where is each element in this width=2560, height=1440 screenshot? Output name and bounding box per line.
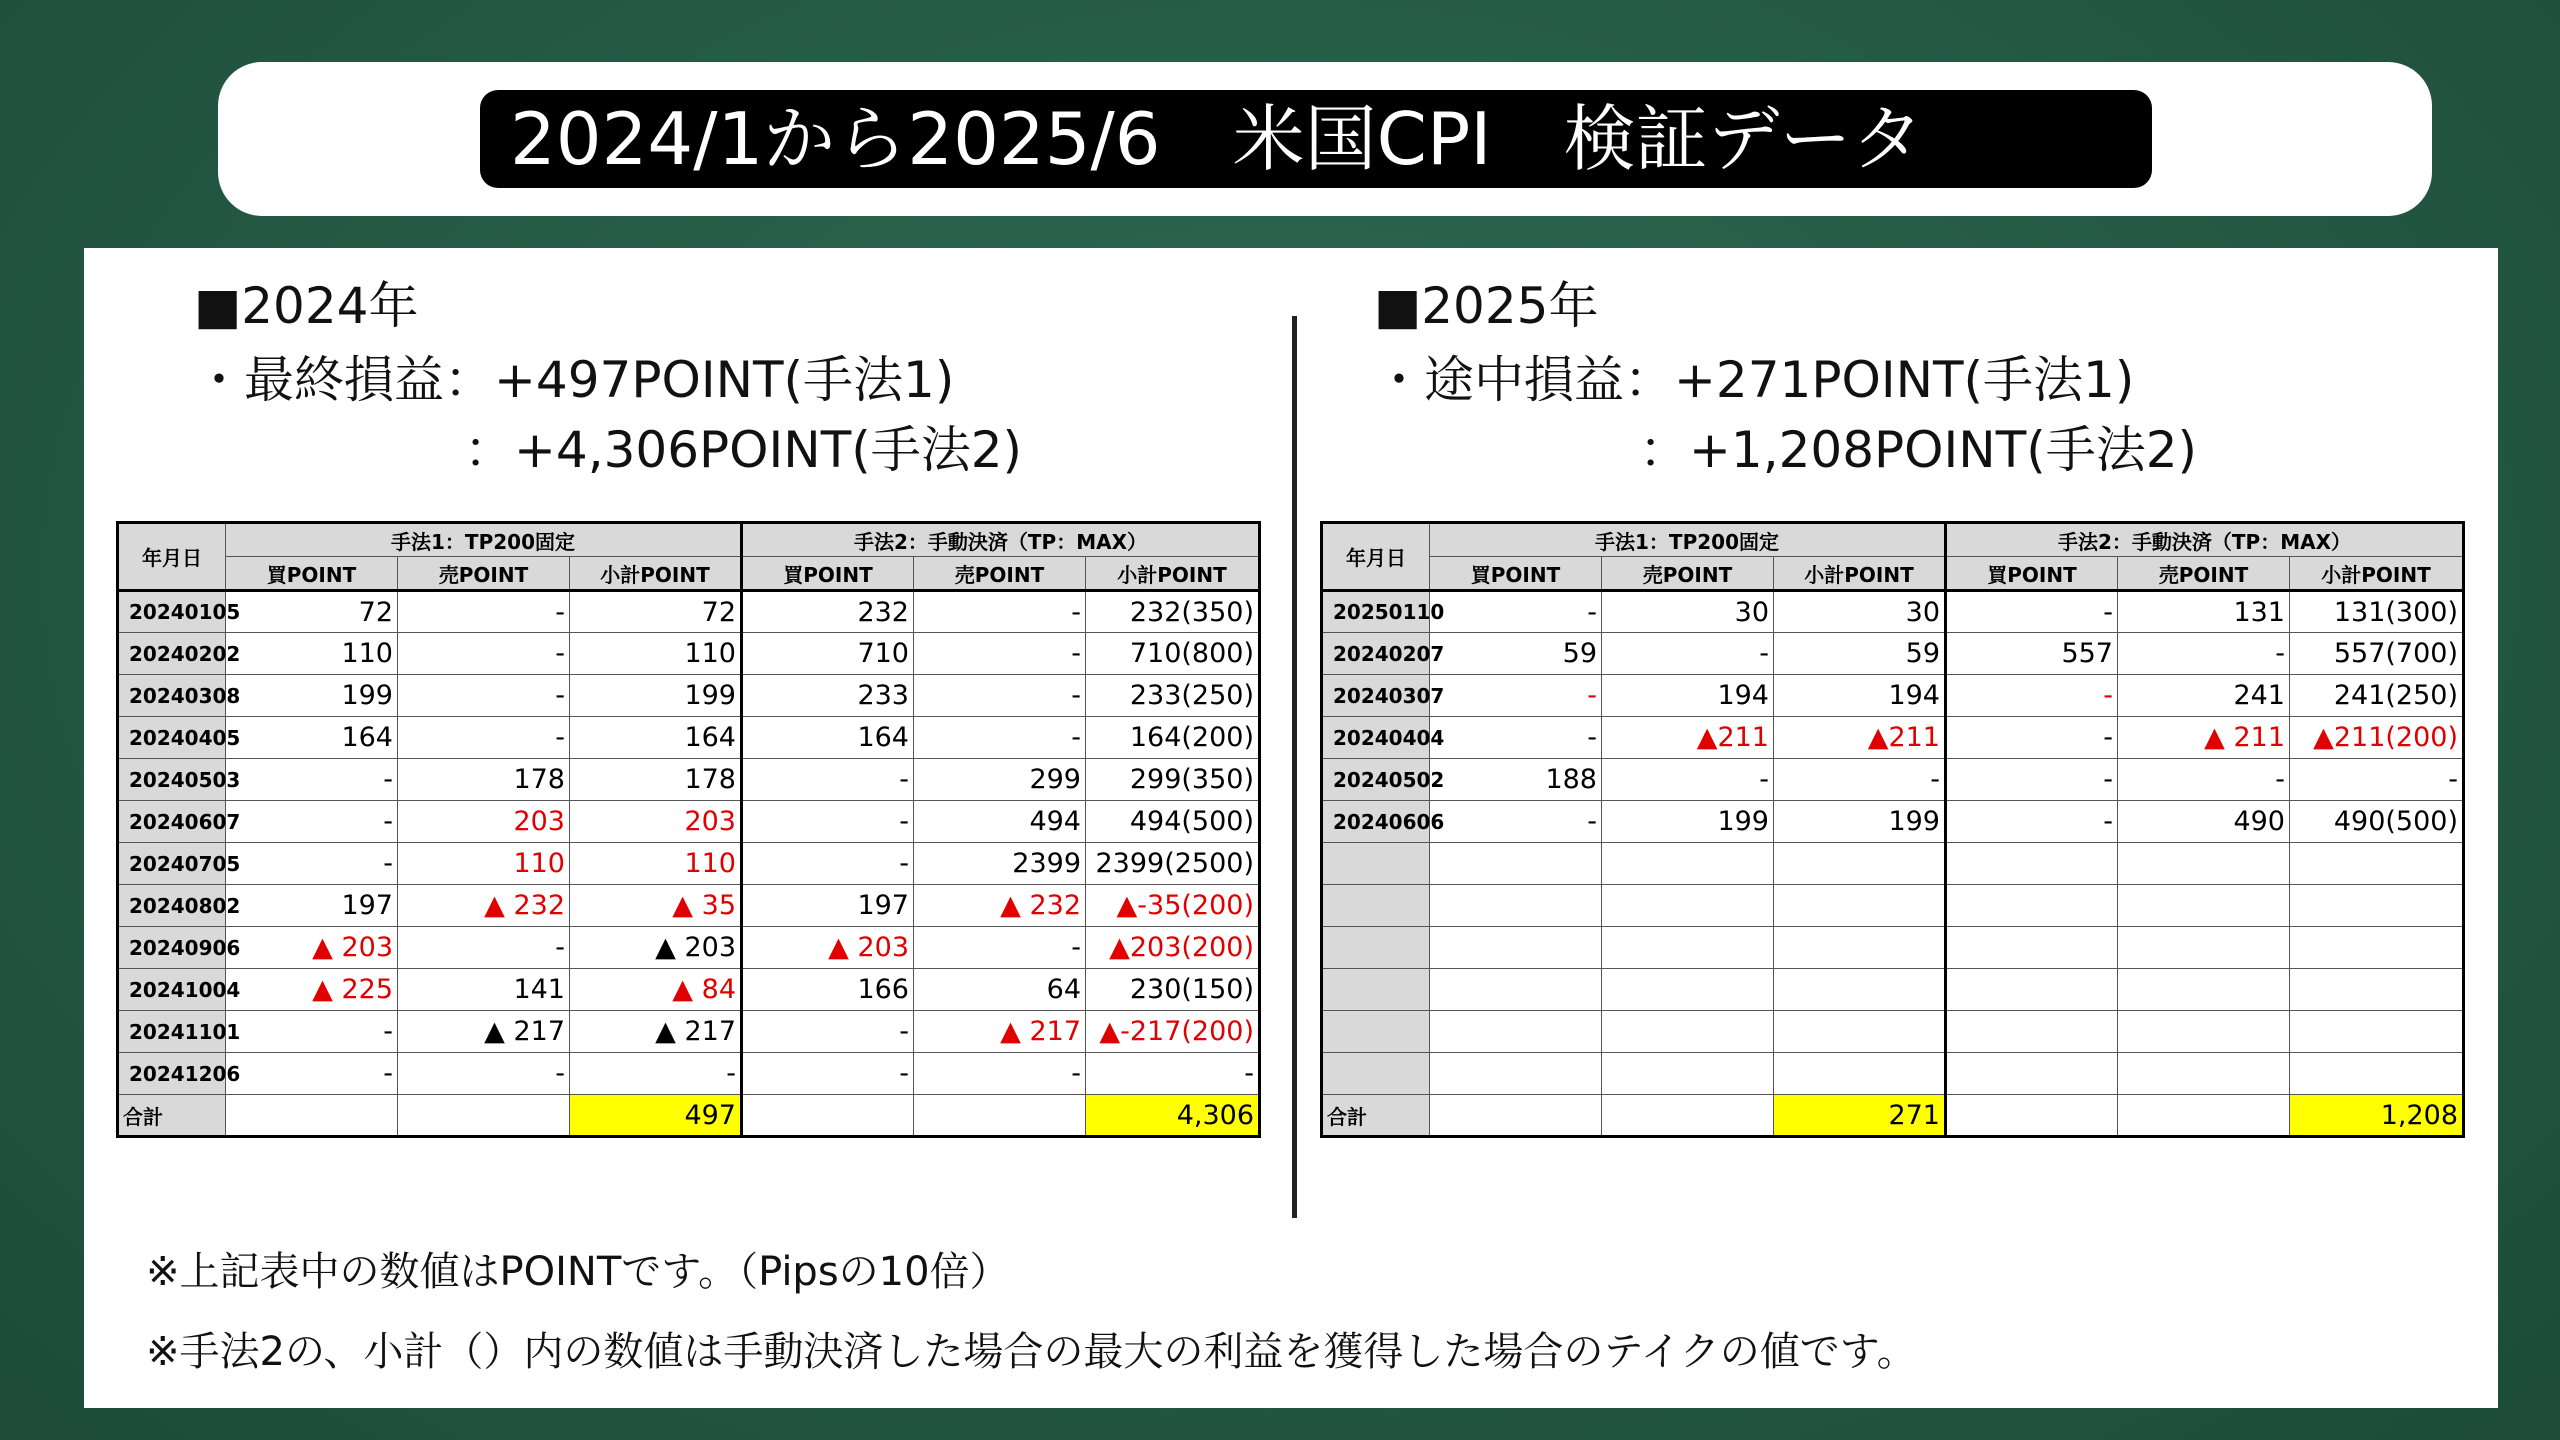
row-date: 20240207 bbox=[1322, 633, 1430, 675]
cell-m1-sell: ▲ 232 bbox=[398, 885, 570, 927]
row-date: 20240802 bbox=[118, 885, 226, 927]
cell-m1-sub bbox=[1774, 885, 1946, 927]
cell-m1-sub: ▲ 203 bbox=[570, 927, 742, 969]
total-method1: 497 bbox=[570, 1095, 742, 1137]
cell-m2-buy: 164 bbox=[742, 717, 914, 759]
cell-m2-sell bbox=[2118, 927, 2290, 969]
cell-m2-sell bbox=[2118, 1053, 2290, 1095]
table-row bbox=[118, 927, 1260, 969]
row-date: 20240503 bbox=[118, 759, 226, 801]
cell-m1-sell: 203 bbox=[398, 801, 570, 843]
cell-m2-sell: 64 bbox=[914, 969, 1086, 1011]
cell-m1-sell bbox=[1602, 969, 1774, 1011]
row-date: 20241004 bbox=[118, 969, 226, 1011]
cell-m2-buy bbox=[1946, 1011, 2118, 1053]
cell-m1-sell: ▲ 217 bbox=[398, 1011, 570, 1053]
total-cell bbox=[226, 1095, 398, 1137]
cell-m1-buy bbox=[1430, 927, 1602, 969]
table-row bbox=[118, 969, 1260, 1011]
cell-m1-buy bbox=[1430, 843, 1602, 885]
results-table-2025 bbox=[1320, 521, 2465, 1138]
cell-m1-sub: ▲ 217 bbox=[570, 1011, 742, 1053]
table-row bbox=[1322, 633, 2464, 675]
cell-m2-buy: 197 bbox=[742, 885, 914, 927]
cell-m1-sell bbox=[1602, 885, 1774, 927]
cell-m2-sub bbox=[2290, 927, 2464, 969]
row-date bbox=[1322, 843, 1430, 885]
cell-m1-sub: 59 bbox=[1774, 633, 1946, 675]
cell-m2-sell: ▲ 211 bbox=[2118, 717, 2290, 759]
cell-m2-buy: - bbox=[1946, 591, 2118, 633]
table-row bbox=[118, 1011, 1260, 1053]
cell-m2-sub: ▲211(200) bbox=[2290, 717, 2464, 759]
cell-m2-buy bbox=[1946, 1053, 2118, 1095]
row-date: 20240404 bbox=[1322, 717, 1430, 759]
cell-m1-sell: - bbox=[398, 675, 570, 717]
cell-m2-buy: ▲ 203 bbox=[742, 927, 914, 969]
cell-m2-buy: - bbox=[1946, 759, 2118, 801]
total-cell bbox=[1946, 1095, 2118, 1137]
cell-m1-sell: 110 bbox=[398, 843, 570, 885]
cell-m1-buy: - bbox=[226, 843, 398, 885]
row-date bbox=[1322, 927, 1430, 969]
table-row bbox=[1322, 675, 2464, 717]
table-row bbox=[1322, 801, 2464, 843]
header-m2-sell: 売POINT bbox=[914, 557, 1086, 591]
total-cell bbox=[914, 1095, 1086, 1137]
cell-m1-buy: ▲ 225 bbox=[226, 969, 398, 1011]
table-row bbox=[1322, 885, 2464, 927]
row-date: 20240607 bbox=[118, 801, 226, 843]
row-date: 20241101 bbox=[118, 1011, 226, 1053]
page-title: 2024/1から2025/6 米国CPI 検証データ bbox=[480, 90, 2152, 188]
table-row bbox=[118, 801, 1260, 843]
cell-m2-buy: 232 bbox=[742, 591, 914, 633]
row-date: 20240105 bbox=[118, 591, 226, 633]
table-row bbox=[1322, 759, 2464, 801]
cell-m1-sell: - bbox=[398, 1053, 570, 1095]
note-units: ※上記表中の数値はPOINTです。（Pipsの10倍） bbox=[146, 1249, 1010, 1295]
header-m2-sell: 売POINT bbox=[2118, 557, 2290, 591]
cell-m1-sell: 141 bbox=[398, 969, 570, 1011]
cell-m1-buy: - bbox=[1430, 801, 1602, 843]
cell-m1-sub: 30 bbox=[1774, 591, 1946, 633]
cell-m2-buy bbox=[1946, 969, 2118, 1011]
cell-m2-sell: - bbox=[914, 633, 1086, 675]
total-cell bbox=[398, 1095, 570, 1137]
cell-m2-sub: 230(150) bbox=[1086, 969, 1260, 1011]
cell-m2-sub: - bbox=[2290, 759, 2464, 801]
header-m1-buy: 買POINT bbox=[1430, 557, 1602, 591]
table-row bbox=[1322, 969, 2464, 1011]
cell-m2-buy: - bbox=[742, 801, 914, 843]
cell-m1-sub: 199 bbox=[570, 675, 742, 717]
cell-m1-buy: - bbox=[226, 1011, 398, 1053]
section-divider bbox=[1292, 316, 1297, 1218]
cell-m2-sub: 490(500) bbox=[2290, 801, 2464, 843]
cell-m1-sell: - bbox=[398, 633, 570, 675]
cell-m1-buy: - bbox=[226, 759, 398, 801]
main-panel bbox=[84, 248, 2498, 1408]
cell-m2-sub: ▲203(200) bbox=[1086, 927, 1260, 969]
cell-m2-buy: 710 bbox=[742, 633, 914, 675]
cell-m1-sub: ▲ 35 bbox=[570, 885, 742, 927]
cell-m1-sell: - bbox=[1602, 759, 1774, 801]
cell-m2-buy: 233 bbox=[742, 675, 914, 717]
cell-m2-buy: - bbox=[1946, 675, 2118, 717]
cell-m2-buy: - bbox=[1946, 801, 2118, 843]
total-cell bbox=[1430, 1095, 1602, 1137]
cell-m2-sell: - bbox=[914, 675, 1086, 717]
row-date: 20240502 bbox=[1322, 759, 1430, 801]
cell-m2-buy bbox=[1946, 843, 2118, 885]
cell-m2-sell bbox=[2118, 843, 2290, 885]
table-row bbox=[1322, 591, 2464, 633]
header-method2: 手法2：手動決済（TP：MAX） bbox=[742, 523, 1260, 557]
cell-m1-sell: - bbox=[398, 717, 570, 759]
header-m1-sell: 売POINT bbox=[398, 557, 570, 591]
cell-m2-buy: - bbox=[1946, 717, 2118, 759]
cell-m1-sell bbox=[1602, 1053, 1774, 1095]
cell-m2-sell: 490 bbox=[2118, 801, 2290, 843]
cell-m1-sub: 110 bbox=[570, 843, 742, 885]
cell-m1-sell: - bbox=[398, 927, 570, 969]
cell-m1-sub: ▲ 84 bbox=[570, 969, 742, 1011]
cell-m2-sell bbox=[2118, 969, 2290, 1011]
cell-m2-buy: - bbox=[742, 1053, 914, 1095]
cell-m2-sub: 494(500) bbox=[1086, 801, 1260, 843]
cell-m1-sub: 178 bbox=[570, 759, 742, 801]
header-m2-buy: 買POINT bbox=[1946, 557, 2118, 591]
cell-m1-buy bbox=[1430, 885, 1602, 927]
cell-m1-buy: - bbox=[226, 1053, 398, 1095]
cell-m1-buy: 110 bbox=[226, 633, 398, 675]
cell-m2-sub: - bbox=[1086, 1053, 1260, 1095]
result-2024-method1: ・最終損益：+497POINT(手法1) bbox=[194, 351, 955, 409]
cell-m2-sell: - bbox=[2118, 633, 2290, 675]
cell-m1-sell: - bbox=[1602, 633, 1774, 675]
cell-m1-sell: 194 bbox=[1602, 675, 1774, 717]
cell-m1-sell: 199 bbox=[1602, 801, 1774, 843]
note-method2: ※手法2の、小計（）内の数値は手動決済した場合の最大の利益を獲得した場合のテイクの値です。 bbox=[146, 1329, 1917, 1375]
cell-m2-sub: 710(800) bbox=[1086, 633, 1260, 675]
cell-m2-sub: 232(350) bbox=[1086, 591, 1260, 633]
cell-m2-sub bbox=[2290, 885, 2464, 927]
results-table-2024 bbox=[116, 521, 1261, 1138]
cell-m1-buy: 72 bbox=[226, 591, 398, 633]
row-date bbox=[1322, 1011, 1430, 1053]
cell-m1-sub: - bbox=[570, 1053, 742, 1095]
cell-m2-sell: - bbox=[914, 927, 1086, 969]
cell-m1-buy bbox=[1430, 1053, 1602, 1095]
cell-m2-buy bbox=[1946, 927, 2118, 969]
cell-m2-sell: - bbox=[2118, 759, 2290, 801]
table-row bbox=[118, 843, 1260, 885]
cell-m2-sell: - bbox=[914, 717, 1086, 759]
cell-m2-sub: 299(350) bbox=[1086, 759, 1260, 801]
cell-m2-sell: 241 bbox=[2118, 675, 2290, 717]
cell-m1-sell bbox=[1602, 927, 1774, 969]
table-row bbox=[118, 675, 1260, 717]
row-date: 20240405 bbox=[118, 717, 226, 759]
cell-m2-sell: 494 bbox=[914, 801, 1086, 843]
cell-m2-sub: 233(250) bbox=[1086, 675, 1260, 717]
row-date: 20240308 bbox=[118, 675, 226, 717]
cell-m1-sell: ▲211 bbox=[1602, 717, 1774, 759]
cell-m2-sub bbox=[2290, 969, 2464, 1011]
row-date: 20250110 bbox=[1322, 591, 1430, 633]
row-date: 20240202 bbox=[118, 633, 226, 675]
cell-m2-sell: ▲ 232 bbox=[914, 885, 1086, 927]
result-2025-method1: ・途中損益：+271POINT(手法1) bbox=[1374, 351, 2135, 409]
cell-m1-sell: 30 bbox=[1602, 591, 1774, 633]
total-cell bbox=[742, 1095, 914, 1137]
cell-m1-buy: - bbox=[1430, 717, 1602, 759]
cell-m1-buy: 188 bbox=[1430, 759, 1602, 801]
table-row bbox=[1322, 1053, 2464, 1095]
cell-m1-sub: 72 bbox=[570, 591, 742, 633]
cell-m1-buy: - bbox=[1430, 591, 1602, 633]
row-date: 20240606 bbox=[1322, 801, 1430, 843]
cell-m1-sell: - bbox=[398, 591, 570, 633]
row-date: 20241206 bbox=[118, 1053, 226, 1095]
title-panel bbox=[218, 62, 2432, 216]
row-date: 20240705 bbox=[118, 843, 226, 885]
cell-m2-sell bbox=[2118, 1011, 2290, 1053]
table-row bbox=[118, 591, 1260, 633]
total-label: 合計 bbox=[118, 1095, 226, 1137]
cell-m2-buy: 557 bbox=[1946, 633, 2118, 675]
cell-m1-sub: 110 bbox=[570, 633, 742, 675]
cell-m1-sub bbox=[1774, 1011, 1946, 1053]
table-row bbox=[118, 633, 1260, 675]
cell-m2-sell: ▲ 217 bbox=[914, 1011, 1086, 1053]
cell-m2-sub: 164(200) bbox=[1086, 717, 1260, 759]
cell-m1-sub bbox=[1774, 927, 1946, 969]
cell-m2-sell: 131 bbox=[2118, 591, 2290, 633]
table-row bbox=[1322, 1011, 2464, 1053]
cell-m2-sell bbox=[2118, 885, 2290, 927]
cell-m1-sub: 199 bbox=[1774, 801, 1946, 843]
cell-m1-sub: - bbox=[1774, 759, 1946, 801]
row-date bbox=[1322, 969, 1430, 1011]
heading-2024: ■2024年 bbox=[194, 277, 419, 335]
table-row bbox=[1322, 843, 2464, 885]
cell-m1-buy bbox=[1430, 969, 1602, 1011]
cell-m1-sub: 203 bbox=[570, 801, 742, 843]
cell-m2-sub bbox=[2290, 1011, 2464, 1053]
cell-m2-sub: 131(300) bbox=[2290, 591, 2464, 633]
cell-m2-sub: 241(250) bbox=[2290, 675, 2464, 717]
cell-m1-sub: 194 bbox=[1774, 675, 1946, 717]
table-row bbox=[118, 717, 1260, 759]
header-m1-subtotal: 小計POINT bbox=[1774, 557, 1946, 591]
cell-m1-sell bbox=[1602, 843, 1774, 885]
cell-m2-sell: 2399 bbox=[914, 843, 1086, 885]
cell-m1-sub bbox=[1774, 969, 1946, 1011]
header-m1-buy: 買POINT bbox=[226, 557, 398, 591]
cell-m2-buy bbox=[1946, 885, 2118, 927]
cell-m1-buy: - bbox=[226, 801, 398, 843]
cell-m1-sub: 164 bbox=[570, 717, 742, 759]
result-2024-method2: ：+4,306POINT(手法2) bbox=[464, 421, 1023, 479]
cell-m1-sell: 178 bbox=[398, 759, 570, 801]
total-cell bbox=[1602, 1095, 1774, 1137]
header-method1: 手法1：TP200固定 bbox=[226, 523, 742, 557]
total-cell bbox=[2118, 1095, 2290, 1137]
cell-m2-sub: ▲-35(200) bbox=[1086, 885, 1260, 927]
total-label: 合計 bbox=[1322, 1095, 1430, 1137]
heading-2025: ■2025年 bbox=[1374, 277, 1599, 335]
cell-m2-buy: - bbox=[742, 1011, 914, 1053]
cell-m1-buy bbox=[1430, 1011, 1602, 1053]
header-m2-subtotal: 小計POINT bbox=[2290, 557, 2464, 591]
cell-m2-sub: 2399(2500) bbox=[1086, 843, 1260, 885]
cell-m1-buy: 197 bbox=[226, 885, 398, 927]
cell-m1-sell bbox=[1602, 1011, 1774, 1053]
header-m1-subtotal: 小計POINT bbox=[570, 557, 742, 591]
cell-m2-sub bbox=[2290, 843, 2464, 885]
cell-m2-buy: - bbox=[742, 843, 914, 885]
cell-m2-buy: - bbox=[742, 759, 914, 801]
result-2025-method2: ：+1,208POINT(手法2) bbox=[1639, 421, 2198, 479]
cell-m1-buy: - bbox=[1430, 675, 1602, 717]
cell-m1-buy: 199 bbox=[226, 675, 398, 717]
cell-m2-sub bbox=[2290, 1053, 2464, 1095]
cell-m1-buy: 59 bbox=[1430, 633, 1602, 675]
cell-m2-sell: 299 bbox=[914, 759, 1086, 801]
cell-m1-sub bbox=[1774, 1053, 1946, 1095]
cell-m2-sub: 557(700) bbox=[2290, 633, 2464, 675]
cell-m1-sub bbox=[1774, 843, 1946, 885]
row-date bbox=[1322, 885, 1430, 927]
cell-m1-buy: ▲ 203 bbox=[226, 927, 398, 969]
header-m1-sell: 売POINT bbox=[1602, 557, 1774, 591]
total-method2: 1,208 bbox=[2290, 1095, 2464, 1137]
row-date: 20240307 bbox=[1322, 675, 1430, 717]
table-row bbox=[1322, 717, 2464, 759]
header-method2: 手法2：手動決済（TP：MAX） bbox=[1946, 523, 2464, 557]
total-method2: 4,306 bbox=[1086, 1095, 1260, 1137]
row-date: 20240906 bbox=[118, 927, 226, 969]
header-m2-buy: 買POINT bbox=[742, 557, 914, 591]
table-row bbox=[118, 885, 1260, 927]
header-m2-subtotal: 小計POINT bbox=[1086, 557, 1260, 591]
table-row bbox=[118, 1053, 1260, 1095]
cell-m2-sell: - bbox=[914, 1053, 1086, 1095]
table-row bbox=[118, 759, 1260, 801]
cell-m1-sub: ▲211 bbox=[1774, 717, 1946, 759]
table-row bbox=[1322, 927, 2464, 969]
cell-m1-buy: 164 bbox=[226, 717, 398, 759]
header-date: 年月日 bbox=[118, 523, 226, 591]
row-date bbox=[1322, 1053, 1430, 1095]
header-date: 年月日 bbox=[1322, 523, 1430, 591]
header-method1: 手法1：TP200固定 bbox=[1430, 523, 1946, 557]
cell-m2-sell: - bbox=[914, 591, 1086, 633]
cell-m2-buy: 166 bbox=[742, 969, 914, 1011]
cell-m2-sub: ▲-217(200) bbox=[1086, 1011, 1260, 1053]
total-method1: 271 bbox=[1774, 1095, 1946, 1137]
